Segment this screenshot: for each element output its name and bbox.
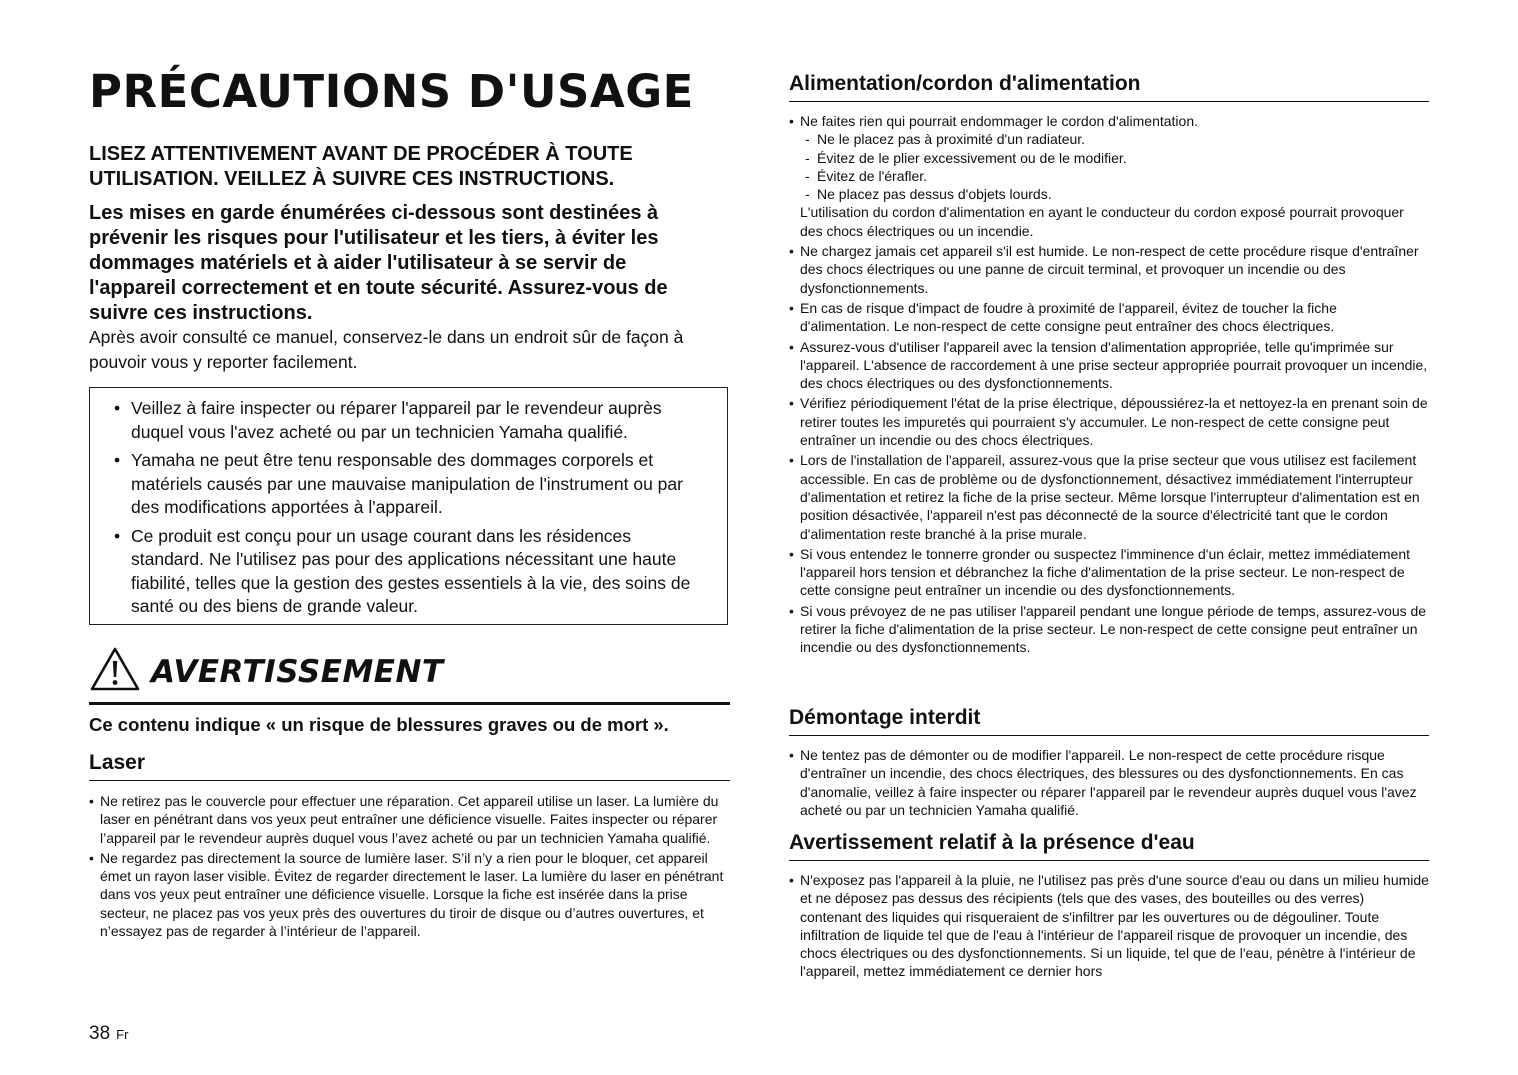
bullet: •	[89, 849, 94, 866]
bullet: •	[789, 113, 794, 129]
sub-item: - Évitez de le plier excessivement ou de le modifier.	[805, 149, 1127, 166]
list-item: • Assurez-vous d'utiliser l'appareil avec la tension d'alimentation appropriée, telle qu'imprimée sur l'appareil. L'absence de raccordement à une prise secteur appropriée pourrait provoquer un incendie, des chocs électriques ou des dysfonctionnements.	[789, 338, 1428, 392]
list-item: • N'exposez pas l'appareil à la pluie, ne l'utilisez pas près d'une source d'eau ou dans un milieu humide et ne déposez pas dessus des récipients (tels que des vases, des bouteilles ou des verres) contenant des liquides qui risqueraient de s'infiltrer par les ouvertures ou de dégouliner. Toute infiltration de liquide tel que de l'eau à l'intérieur de l'appareil risque de provoquer un incendie, des chocs électriques ou des dysfonctionnements. Si un liquide, tel que de l'eau, pénètre à l'intérieur de l'appareil, mettez immédiatement ce dernier hors	[789, 872, 1429, 980]
section-title-water: Avertissement relatif à la présence d'eau	[789, 829, 1429, 861]
read-first-line-2: UTILISATION. VEILLEZ À SUIVRE CES INSTRUCTIONS.	[89, 168, 615, 190]
read-first-line-1: LISEZ ATTENTIVEMENT AVANT DE PROCÉDER À TOUTE	[89, 143, 633, 165]
section-title-disassembly: Démontage interdit	[789, 704, 1429, 736]
bullet: •	[789, 872, 794, 888]
bullet: •	[789, 299, 794, 316]
bullet: •	[89, 793, 94, 809]
page-number-value: 38	[89, 1023, 111, 1044]
warning-header	[89, 644, 730, 705]
notice-box-item: • Ce produit est conçu pour un usage courant dans les résidences standard. Ne l'utilisez pas pour des applications nécessitant une haute fiabilité, telles que la gestion des gestes essentiels à la vie, des soins de santé ou des biens de grande valeur.	[114, 525, 691, 616]
warning-label: AVERTISSEMENT	[151, 654, 444, 690]
page-language: Fr	[116, 1027, 129, 1042]
water-list	[789, 871, 1429, 983]
bullet: •	[114, 398, 121, 418]
bullet: •	[789, 545, 794, 562]
bullet: •	[789, 452, 794, 469]
bullet: •	[114, 525, 121, 546]
bullet: •	[114, 450, 121, 470]
sub-item: - Ne placez pas dessus d'objets lourds.	[805, 186, 1052, 203]
section-title-power: Alimentation/cordon d'alimentation	[789, 70, 1429, 102]
list-item: • Vérifiez périodiquement l'état de la prise électrique, dépoussiérez-la et nettoyez-la en prenant soin de retirer toutes les impuretés qui pourraient s'y accumuler. Le non-respect de cette consigne peut entraîner un incendie ou des chocs électriques.	[789, 395, 1428, 449]
bullet: •	[789, 243, 794, 260]
laser-list	[89, 792, 730, 942]
bullet: •	[789, 602, 794, 619]
list-item: • Lors de l'installation de l'appareil, assurez-vous que la prise secteur que vous utilisez est facilement accessible. En cas de problème ou de dysfonctionnement, désactivez immédiatement l'interrupteur d'alimentation et retirez la fiche de la prise secteur. Même lorsque l'interrupteur d'alimentation est en position désactivée, l'appareil n'est pas déconnecté de la source d'électricité tant que le cordon d'alimentation reste branché à la prise murale.	[789, 452, 1420, 542]
list-item: • Ne chargez jamais cet appareil s'il est humide. Le non-respect de cette procédure risque d'entraîner des chocs électriques ou une panne de circuit terminal, et provoquer un incendie ou des dysfonctionnements.	[789, 243, 1419, 296]
list-item: • Si vous prévoyez de ne pas utiliser l'appareil pendant une longue période de temps, assurez-vous de retirer la fiche d'alimentation de la prise secteur. Le non-respect de cette consigne peut entraîner un incendie ou des dysfonctionnements.	[789, 602, 1427, 656]
purpose-statement: Les mises en garde énumérées ci-dessous sont destinées à prévenir les risques pour l'utilisateur et les tiers, à éviter les dommages matériels et à aider l'utilisateur à se servir de l'appareil correctement et en toute sécurité. Assurez-vous de suivre ces instructions.	[89, 202, 668, 324]
notice-box-item: • Veillez à faire inspecter ou réparer l'appareil par le revendeur auprès duquel vous l'avez acheté ou par un technicien Yamaha qualifié.	[114, 398, 662, 442]
page-number	[89, 1022, 128, 1047]
warning-note: Ce contenu indique « un risque de blessures graves ou de mort ».	[89, 714, 669, 735]
bullet: •	[789, 747, 794, 763]
list-item: • Ne faites rien qui pourrait endommager le cordon d'alimentation. - Ne le placez pas à proximité d'un radiateur. - Évitez de le plier excessivement ou de le modifier. - Évitez de l'érafler. - Ne placez pas dessus d'objets lourds. L'utilisation du cordon d'alimentation en ayant le conducteur du cordon exposé pourrait provoquer des chocs électriques ou un incendie.	[789, 112, 1429, 240]
list-item: • Ne regardez pas directement la source de lumière laser. S’il n’y a rien pour le bloquer, cet appareil émet un rayon laser visible. Évitez de regarder directement le laser. La lumière du laser en pénétrant dans vos yeux peut entraîner une déficience visuelle. Lorsque la fiche est insérée dans la prise secteur, ne placez pas vos yeux près des ouvertures du tiroir de disque ou d’autres ouvertures, et n’essayez pas de regarder à l’intérieur de l’appareil.	[89, 849, 724, 940]
notice-box-item: • Yamaha ne peut être tenu responsable des dommages corporels et matériels causés par une mauvaise manipulation de l'instrument ou par des modifications apportées à l'appareil.	[114, 450, 683, 517]
sub-item: - Ne le placez pas à proximité d'un radiateur.	[805, 131, 1086, 148]
list-item: • Ne retirez pas le couvercle pour effectuer une réparation. Cet appareil utilise un laser. La lumière du laser en pénétrant dans vos yeux peut entraîner une déficience visuelle. Faites inspecter ou réparer l’appareil par le revendeur auprès duquel vous l’avez acheté ou par un technicien Yamaha qualifié.	[89, 793, 719, 846]
section-title-laser: Laser	[89, 749, 730, 781]
bullet: •	[789, 338, 794, 355]
list-item: • Ne tentez pas de démonter ou de modifier l'appareil. Le non-respect de cette procédure risque d'entraîner un incendie, des chocs électriques, des blessures ou des dysfonctionnements. En cas d'anomalie, veillez à faire inspecter ou réparer l'appareil par le revendeur auprès duquel vous l'avez acheté ou par un technicien Yamaha qualifié.	[789, 747, 1417, 818]
bullet: •	[789, 395, 794, 412]
list-item: • Si vous entendez le tonnerre gronder ou suspectez l'imminence d'un éclair, mettez immédiatement l'appareil hors tension et débranchez la fiche d'alimentation de la prise secteur. Le non-respect de cette consigne peut entraîner un incendie ou des dysfonctionnements.	[789, 545, 1410, 599]
power-list	[789, 112, 1429, 659]
page-title: PRÉCAUTIONS D'USAGE	[89, 65, 694, 118]
warning-triangle-icon	[89, 646, 141, 692]
list-item: • En cas de risque d'impact de foudre à proximité de l'appareil, évitez de toucher la fiche d'alimentation. Le non-respect de cette consigne peut entraîner des chocs électriques.	[789, 299, 1337, 335]
disassembly-list	[789, 746, 1429, 821]
sub-item: - Évitez de l'érafler.	[805, 167, 928, 184]
notice-box	[89, 387, 728, 625]
keep-manual-note: Après avoir consulté ce manuel, conservez-le dans un endroit sûr de façon à pouvoir vous y reporter facilement.	[89, 327, 684, 372]
read-first-notice	[89, 142, 633, 192]
